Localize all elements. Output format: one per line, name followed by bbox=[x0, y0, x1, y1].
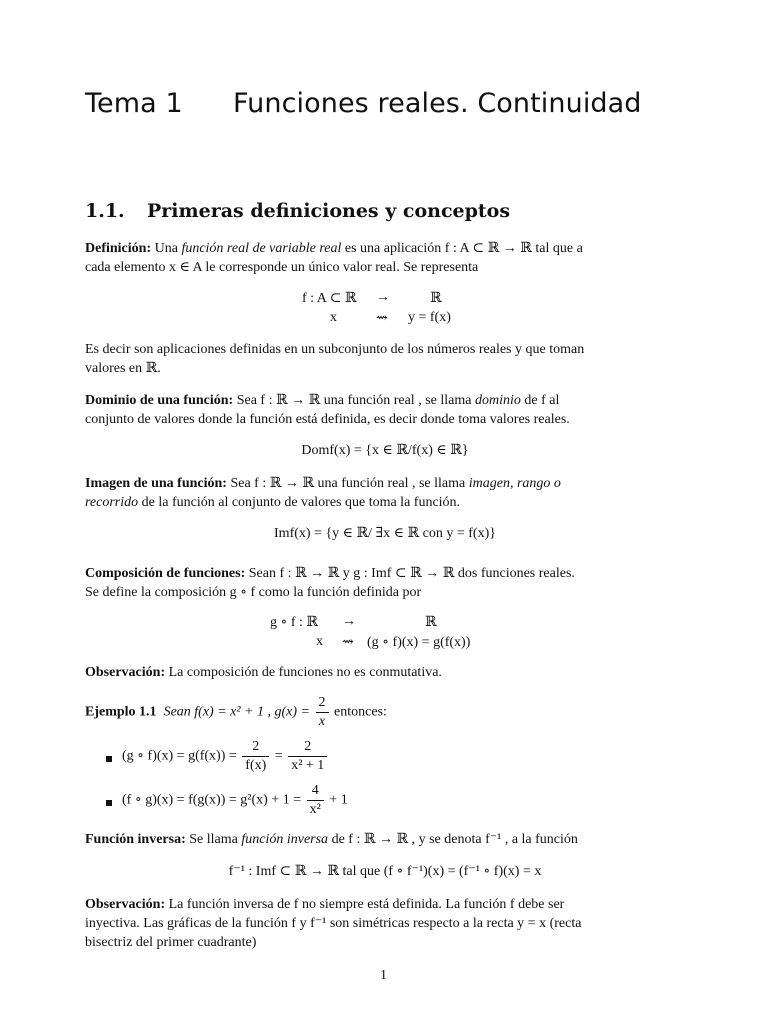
chapter-heading bbox=[85, 88, 642, 119]
mapping-codomain: ℝ bbox=[430, 291, 442, 306]
bullet2-post: + 1 bbox=[329, 792, 348, 808]
dominio-text-cont: de f al bbox=[520, 393, 560, 408]
observacion-text: La composición de funciones no es conmutativa. bbox=[165, 665, 442, 680]
section-title: Primeras definiciones y conceptos bbox=[147, 200, 511, 222]
fraction-denominator: x² bbox=[309, 802, 321, 817]
bullet-icon bbox=[106, 800, 112, 806]
fraction-2-over-x bbox=[316, 694, 329, 731]
composition-squiggle-arrow: ⇝ bbox=[342, 635, 354, 650]
mapping-squiggle-arrow: ⇝ bbox=[376, 311, 388, 326]
fraction-numerator: 4 bbox=[307, 782, 324, 801]
fraction-denominator: x bbox=[318, 714, 326, 729]
definition-term: función real de variable real bbox=[181, 241, 342, 256]
mapping-display bbox=[0, 290, 768, 330]
mapping-arrow: → bbox=[376, 290, 390, 305]
bullet1-equals: = bbox=[274, 748, 283, 764]
observacion2-line2: inyectiva. Las gráficas de la función f y f⁻¹ son simétricas respecto a la recta y = x (recta bbox=[85, 916, 582, 931]
imagen-term-cont: recorrido bbox=[85, 495, 139, 510]
dominio-text: Sea f : ℝ → ℝ una función real , se llama bbox=[233, 393, 475, 408]
composition-mapping bbox=[0, 614, 768, 654]
bullet1-fraction-b bbox=[288, 738, 327, 775]
inversa-term: función inversa bbox=[241, 832, 329, 847]
bullet-icon bbox=[106, 756, 112, 762]
page-number: 1 bbox=[380, 968, 387, 983]
imagen-term: imagen, rango o bbox=[468, 476, 561, 491]
ejemplo-line bbox=[85, 694, 685, 731]
bullet2-fraction bbox=[307, 782, 324, 819]
fraction-numerator: 2 bbox=[316, 694, 329, 713]
composition-image: (g ∘ f)(x) = g(f(x)) bbox=[367, 635, 471, 650]
inversa-paragraph bbox=[85, 830, 685, 849]
definition-label: Definición: bbox=[85, 241, 152, 256]
composition-element: x bbox=[316, 634, 323, 649]
bullet1-text: (g ∘ f)(x) = g(f(x)) = bbox=[122, 748, 237, 764]
imagen-text: Sea f : ℝ → ℝ una función real , se llama bbox=[226, 476, 469, 491]
observacion-2 bbox=[85, 895, 685, 952]
dominio-label: Dominio de una función: bbox=[85, 393, 234, 408]
fraction-numerator: 2 bbox=[288, 738, 327, 757]
chapter-title: Funciones reales. Continuidad bbox=[233, 88, 642, 119]
composicion-line1: Sean f : ℝ → ℝ y g : Imf ⊂ ℝ → ℝ dos funciones reales. bbox=[245, 566, 575, 581]
aplicaciones-line1: Es decir son aplicaciones definidas en un subconjunto de los números reales y que toman bbox=[85, 342, 585, 357]
section-heading bbox=[85, 200, 510, 222]
imagen-label: Imagen de una función: bbox=[85, 476, 227, 491]
ejemplo-label: Ejemplo 1.1 bbox=[85, 704, 157, 720]
inversa-text-cont: de f : ℝ → ℝ , y se denota f⁻¹ , a la función bbox=[328, 832, 578, 847]
bullet-item-2 bbox=[122, 782, 622, 819]
composition-codomain: ℝ bbox=[425, 615, 437, 630]
mapping-image: y = f(x) bbox=[408, 310, 451, 325]
inversa-text: Se llama bbox=[185, 832, 242, 847]
definition-line2: cada elemento x ∈ A le corresponde un único valor real. Se representa bbox=[85, 260, 479, 275]
aplicaciones-line2: valores en ℝ. bbox=[85, 361, 161, 376]
composicion-label: Composición de funciones: bbox=[85, 566, 246, 581]
ejemplo-text: Sean f(x) = x² + 1 , g(x) = bbox=[163, 704, 310, 720]
composition-arrow: → bbox=[342, 614, 356, 629]
mapping-domain: f : A ⊂ ℝ bbox=[302, 291, 357, 306]
aplicaciones-paragraph bbox=[85, 340, 685, 378]
dominio-line2: conjunto de valores donde la función está definida, es decir donde toma valores reales. bbox=[85, 412, 570, 427]
composition-domain: g ∘ f : ℝ bbox=[270, 615, 319, 630]
observacion-label: Observación: bbox=[85, 665, 166, 680]
observacion-1 bbox=[85, 663, 685, 682]
dominio-term: dominio bbox=[474, 393, 521, 408]
observacion2-line1: La función inversa de f no siempre está definida. La función f debe ser bbox=[165, 897, 565, 912]
imagen-formula: Imf(x) = {y ∈ ℝ/ ∃x ∈ ℝ con y = f(x)} bbox=[274, 526, 496, 541]
definition-text: Una bbox=[154, 241, 178, 256]
bullet1-fraction-a bbox=[242, 738, 269, 775]
fraction-numerator: 2 bbox=[242, 738, 269, 757]
imagen-paragraph bbox=[85, 474, 685, 512]
observacion2-line3: bisectriz del primer cuadrante) bbox=[85, 935, 257, 950]
definition-paragraph bbox=[85, 239, 685, 277]
mapping-element: x bbox=[330, 310, 337, 325]
bullet-item-1 bbox=[122, 738, 622, 775]
composicion-line2: Se define la composición g ∘ f como la función definida por bbox=[85, 585, 422, 600]
dominio-paragraph bbox=[85, 391, 685, 429]
composicion-paragraph bbox=[85, 564, 685, 602]
definition-text-cont: es una aplicación f : A ⊂ ℝ → ℝ tal que a bbox=[341, 241, 583, 256]
dominio-formula: Domf(x) = {x ∈ ℝ/f(x) ∈ ℝ} bbox=[301, 443, 469, 458]
section-number: 1.1. bbox=[85, 200, 125, 222]
fraction-denominator: f(x) bbox=[245, 758, 267, 773]
inversa-label: Función inversa: bbox=[85, 832, 186, 847]
fraction-denominator: x² + 1 bbox=[291, 758, 325, 773]
ejemplo-post: entonces: bbox=[334, 704, 387, 720]
observacion2-label: Observación: bbox=[85, 897, 166, 912]
bullet2-text: (f ∘ g)(x) = f(g(x)) = g²(x) + 1 = bbox=[122, 792, 302, 808]
imagen-line2: de la función al conjunto de valores que toma la función. bbox=[138, 495, 461, 510]
inversa-formula: f⁻¹ : Imf ⊂ ℝ → ℝ tal que (f ∘ f⁻¹)(x) = (f⁻¹ ∘ f)(x) = x bbox=[228, 864, 542, 879]
chapter-number: Tema 1 bbox=[85, 88, 183, 119]
